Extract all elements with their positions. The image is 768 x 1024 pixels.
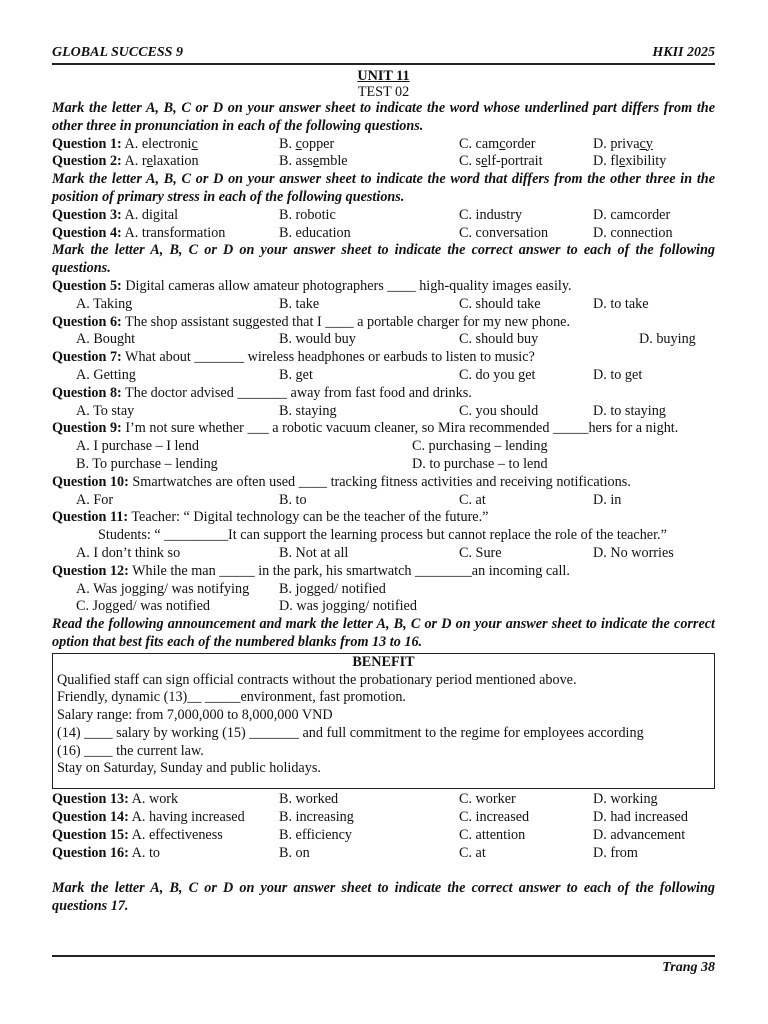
benefit-line: Stay on Saturday, Sunday and public holidays. xyxy=(57,760,321,777)
question-8: Question 8: The doctor advised _______ away from fast food and drinks. xyxy=(52,384,472,401)
question-6-options: A. Bought B. would buy C. should buy D. buying xyxy=(76,331,696,348)
page-number: Trang 38 xyxy=(662,960,715,975)
term-label: HKII 2025 xyxy=(652,45,715,60)
benefit-line: Qualified staff can sign official contracts without the probationary period mentioned above. xyxy=(57,671,577,688)
unit-title: UNIT 11 xyxy=(357,68,410,84)
question-10: Question 10: Smartwatches are often used ____ tracking fitness activities and receiving notifications. xyxy=(52,473,631,490)
page-footer xyxy=(52,955,715,976)
test-title: TEST 02 xyxy=(357,84,410,100)
question-6: Question 6: The shop assistant suggested that I ____ a portable charger for my new phone. xyxy=(52,313,571,330)
question-5-options: A. Taking B. take C. should take D. to take xyxy=(76,295,649,312)
question-7-options: A. Getting B. get C. do you get D. to get xyxy=(76,366,643,383)
question-1: Question 1: A. electronic B. copper C. camcorder D. privacy xyxy=(52,135,653,152)
benefit-announcement xyxy=(52,653,715,790)
instruction-stress: Mark the letter A, B, C or D on your answer sheet to indicate the word that differs from the other three in the position of primary stress in each of the following questions. xyxy=(52,171,715,205)
question-11-students: Students: “ _________It can support the learning process but cannot replace the role of the teacher.” xyxy=(98,527,667,544)
question-16: Question 16: A. to B. on C. at D. from xyxy=(52,844,638,861)
question-label: Question 1: xyxy=(52,135,122,152)
benefit-title: BENEFIT xyxy=(352,653,415,670)
question-12-options-ab: A. Was jogging/ was notifying B. jogged/ notified xyxy=(76,580,386,597)
benefit-line: (14) ____ salary by working (15) _______ and full commitment to the regime for employees according xyxy=(57,724,644,741)
benefit-line: Friendly, dynamic (13)__ _____environment, fast promotion. xyxy=(57,689,406,706)
question-2: Question 2: A. relaxation B. assemble C. self-portrait D. flexibility xyxy=(52,153,667,170)
page-header xyxy=(52,44,715,65)
question-11-options: A. I don’t think so B. Not at all C. Sure D. No worries xyxy=(76,544,674,561)
instruction-reading: Read the following announcement and mark the letter A, B, C or D on your answer sheet to indicate the correct option that best fits each of the numbered blanks from 13 to 16. xyxy=(52,616,715,650)
instruction-correct-answer: Mark the letter A, B, C or D on your answer sheet to indicate the correct answer to each of the following questions. xyxy=(52,242,715,277)
question-9-options-ac: A. I purchase – I lend C. purchasing – lending xyxy=(76,438,548,455)
question-14: Question 14: A. having increased B. increasing C. increased D. had increased xyxy=(52,809,688,826)
question-15: Question 15: A. effectiveness B. efficiency C. attention D. advancement xyxy=(52,826,686,843)
benefit-line: (16) ____ the current law. xyxy=(57,742,204,759)
question-7: Question 7: What about _______ wireless headphones or earbuds to listen to music? xyxy=(52,349,535,366)
question-3: Question 3: A. digital B. robotic C. industry D. camcorder xyxy=(52,206,671,223)
question-12-options-cd: C. Jogged/ was notified D. was jogging/ notified xyxy=(76,598,417,615)
worksheet-page xyxy=(52,44,715,916)
question-4: Question 4: A. transformation B. education C. conversation D. connection xyxy=(52,224,673,241)
question-9: Question 9: I’m not sure whether ___ a robotic vacuum cleaner, so Mira recommended _____hers for a night. xyxy=(52,420,679,437)
benefit-line: Salary range: from 7,000,000 to 8,000,000 VND xyxy=(57,707,333,724)
instruction-pronunciation: Mark the letter A, B, C or D on your answer sheet to indicate the word whose underlined part differs from the other three in pronunciation in each of the following questions. xyxy=(52,100,715,134)
question-9-options-bd: B. To purchase – lending D. to purchase – to lend xyxy=(76,455,548,472)
question-12: Question 12: While the man _____ in the park, his smartwatch ________an incoming call. xyxy=(52,562,570,579)
question-label: Question 2: xyxy=(52,153,122,170)
instruction-final: Mark the letter A, B, C or D on your answer sheet to indicate the correct answer to each of the following questions 17. xyxy=(52,880,715,915)
question-10-options: A. For B. to C. at D. in xyxy=(76,491,622,508)
book-title: GLOBAL SUCCESS 9 xyxy=(52,45,183,60)
question-8-options: A. To stay B. staying C. you should D. to staying xyxy=(76,402,666,419)
question-11: Question 11: Teacher: “ Digital technology can be the teacher of the future.” xyxy=(52,509,489,526)
question-5: Question 5: Digital cameras allow amateur photographers ____ high-quality images easily. xyxy=(52,277,572,294)
question-13: Question 13: A. work B. worked C. worker D. working xyxy=(52,791,658,808)
